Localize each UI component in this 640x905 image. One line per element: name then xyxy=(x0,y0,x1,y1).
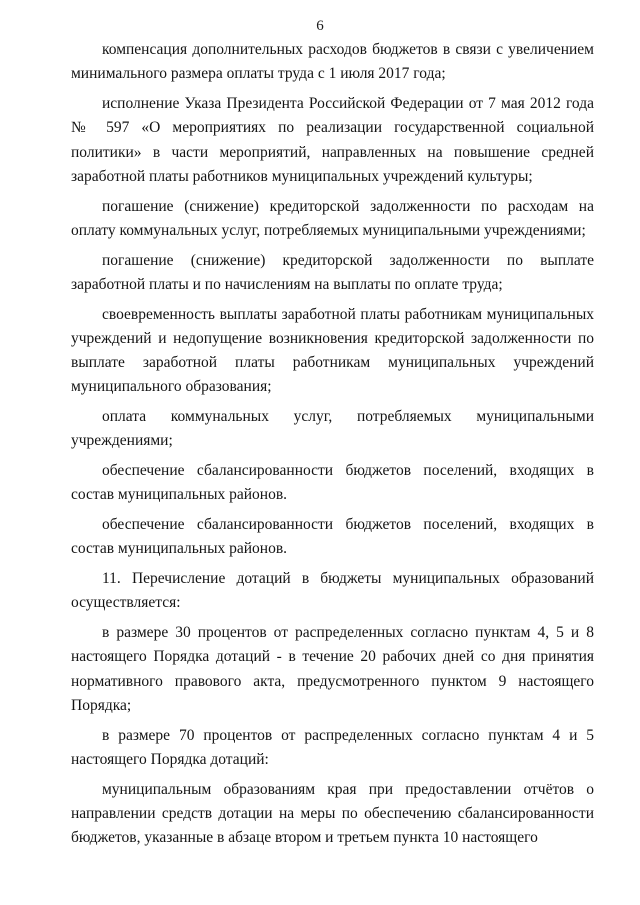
paragraph-section-11: 11. Перечисление дотаций в бюджеты муниципальных образований осуществляется: xyxy=(71,570,594,612)
paragraph-compensation: компенсация дополнительных расходов бюджетов в связи с увеличением минимального размера оплаты труда с 1 июля 2017 года; xyxy=(71,41,594,83)
paragraph-presidential-decree: исполнение Указа Президента Российской Федерации от 7 мая 2012 года № 597 «О мероприятиях по реализации государственной социальной политики» в части мероприятий, направленных на повышение средней заработной платы работников муниципальных учреждений культуры; xyxy=(71,94,594,185)
paragraph-reports: муниципальным образованиям края при предоставлении отчётов о направлении средств дотации на меры по обеспечению сбалансированности бюджетов, указанные в абзаце втором и третьем пункта 10 настоящего xyxy=(71,780,594,847)
page-number: 6 xyxy=(316,18,324,34)
paragraph-utility-payment: оплата коммунальных услуг, потребляемых муниципальными учреждениями; xyxy=(71,408,594,450)
paragraph-salary-debt: погашение (снижение) кредиторской задолженности по выплате заработной платы и по начислениям на выплаты по оплате труда; xyxy=(71,251,594,293)
paragraph-utility-debt: погашение (снижение) кредиторской задолженности по расходам на оплату коммунальных услуг, потребляемых муниципальными учреждениями; xyxy=(71,197,594,239)
document-body xyxy=(71,38,594,856)
paragraph-budget-balance-1: обеспечение сбалансированности бюджетов поселений, входящих в состав муниципальных районов. xyxy=(71,462,594,504)
paragraph-budget-balance-2: обеспечение сбалансированности бюджетов поселений, входящих в состав муниципальных районов. xyxy=(71,516,594,558)
paragraph-timely-salary: своевременность выплаты заработной платы работникам муниципальных учреждений и недопущение возникновения кредиторской задолженности по выплате заработной платы работникам муниципальных учреждений муниципального образования; xyxy=(71,305,594,396)
paragraph-70-percent: в размере 70 процентов от распределенных согласно пунктам 4 и 5 настоящего Порядка дотаций: xyxy=(71,726,594,768)
paragraph-30-percent: в размере 30 процентов от распределенных согласно пунктам 4, 5 и 8 настоящего Порядка дотаций - в течение 20 рабочих дней со дня принятия нормативного правового акта, предусмотренного пунктом 9 настоящего Порядка; xyxy=(71,624,594,714)
